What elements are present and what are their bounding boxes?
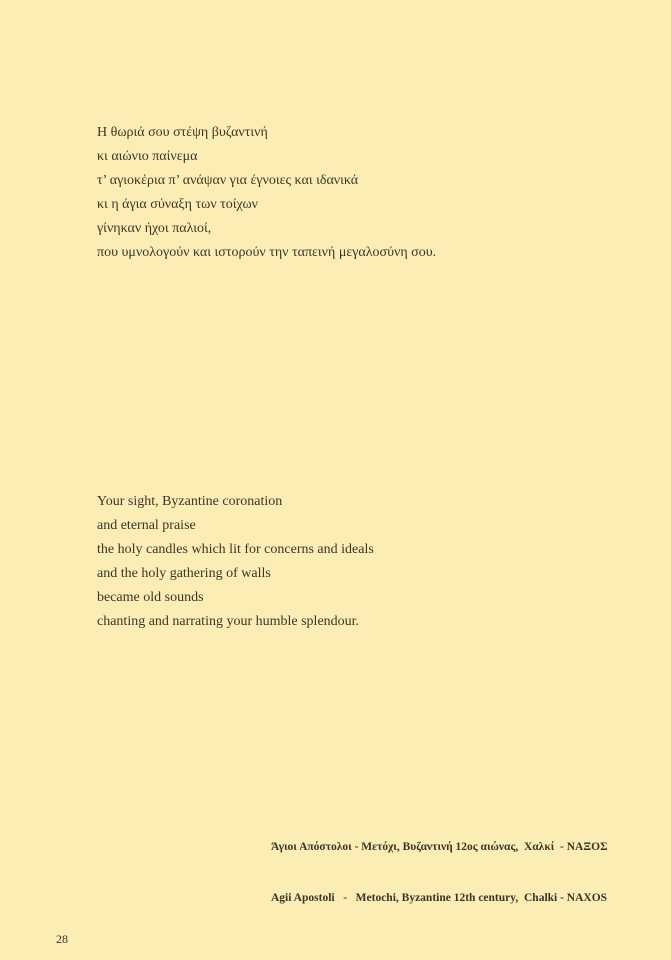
poem-line: κι αιώνιο παίνεμα bbox=[97, 149, 198, 164]
poem-greek bbox=[97, 121, 436, 265]
poem-line: γίνηκαν ήχοι παλιοί, bbox=[97, 221, 212, 236]
caption-english: Agii Apostoli - Metochi, Byzantine 12th century, Chalki - NAXOS bbox=[271, 892, 608, 904]
poem-line: and eternal praise bbox=[97, 518, 196, 533]
poem-line: became old sounds bbox=[97, 590, 204, 605]
poem-line: κι η άγια σύναξη των τοίχων bbox=[97, 197, 258, 212]
poem-line: chanting and narrating your humble splendour. bbox=[97, 614, 360, 629]
poem-line: Η θωριά σου στέψη βυζαντινή bbox=[97, 125, 268, 140]
caption-greek: Άγιοι Απόστολοι - Μετόχι, Βυζαντινή 12ος αιώνας, Χαλκί - ΝΑΞΟΣ bbox=[271, 841, 608, 853]
poem-line: τ’ αγιοκέρια π’ ανάψαν για έγνοιες και ιδανικά bbox=[97, 173, 359, 188]
poem-line: and the holy gathering of walls bbox=[97, 566, 271, 581]
page-number: 28 bbox=[56, 932, 68, 946]
poem-line: που υμνολογούν και ιστορούν την ταπεινή μεγαλοσύνη σου. bbox=[97, 245, 437, 260]
poem-line: the holy candles which lit for concerns and ideals bbox=[97, 542, 374, 557]
photo-caption bbox=[271, 805, 608, 924]
poem-english bbox=[97, 490, 374, 634]
poem-line: Your sight, Byzantine coronation bbox=[97, 494, 283, 509]
